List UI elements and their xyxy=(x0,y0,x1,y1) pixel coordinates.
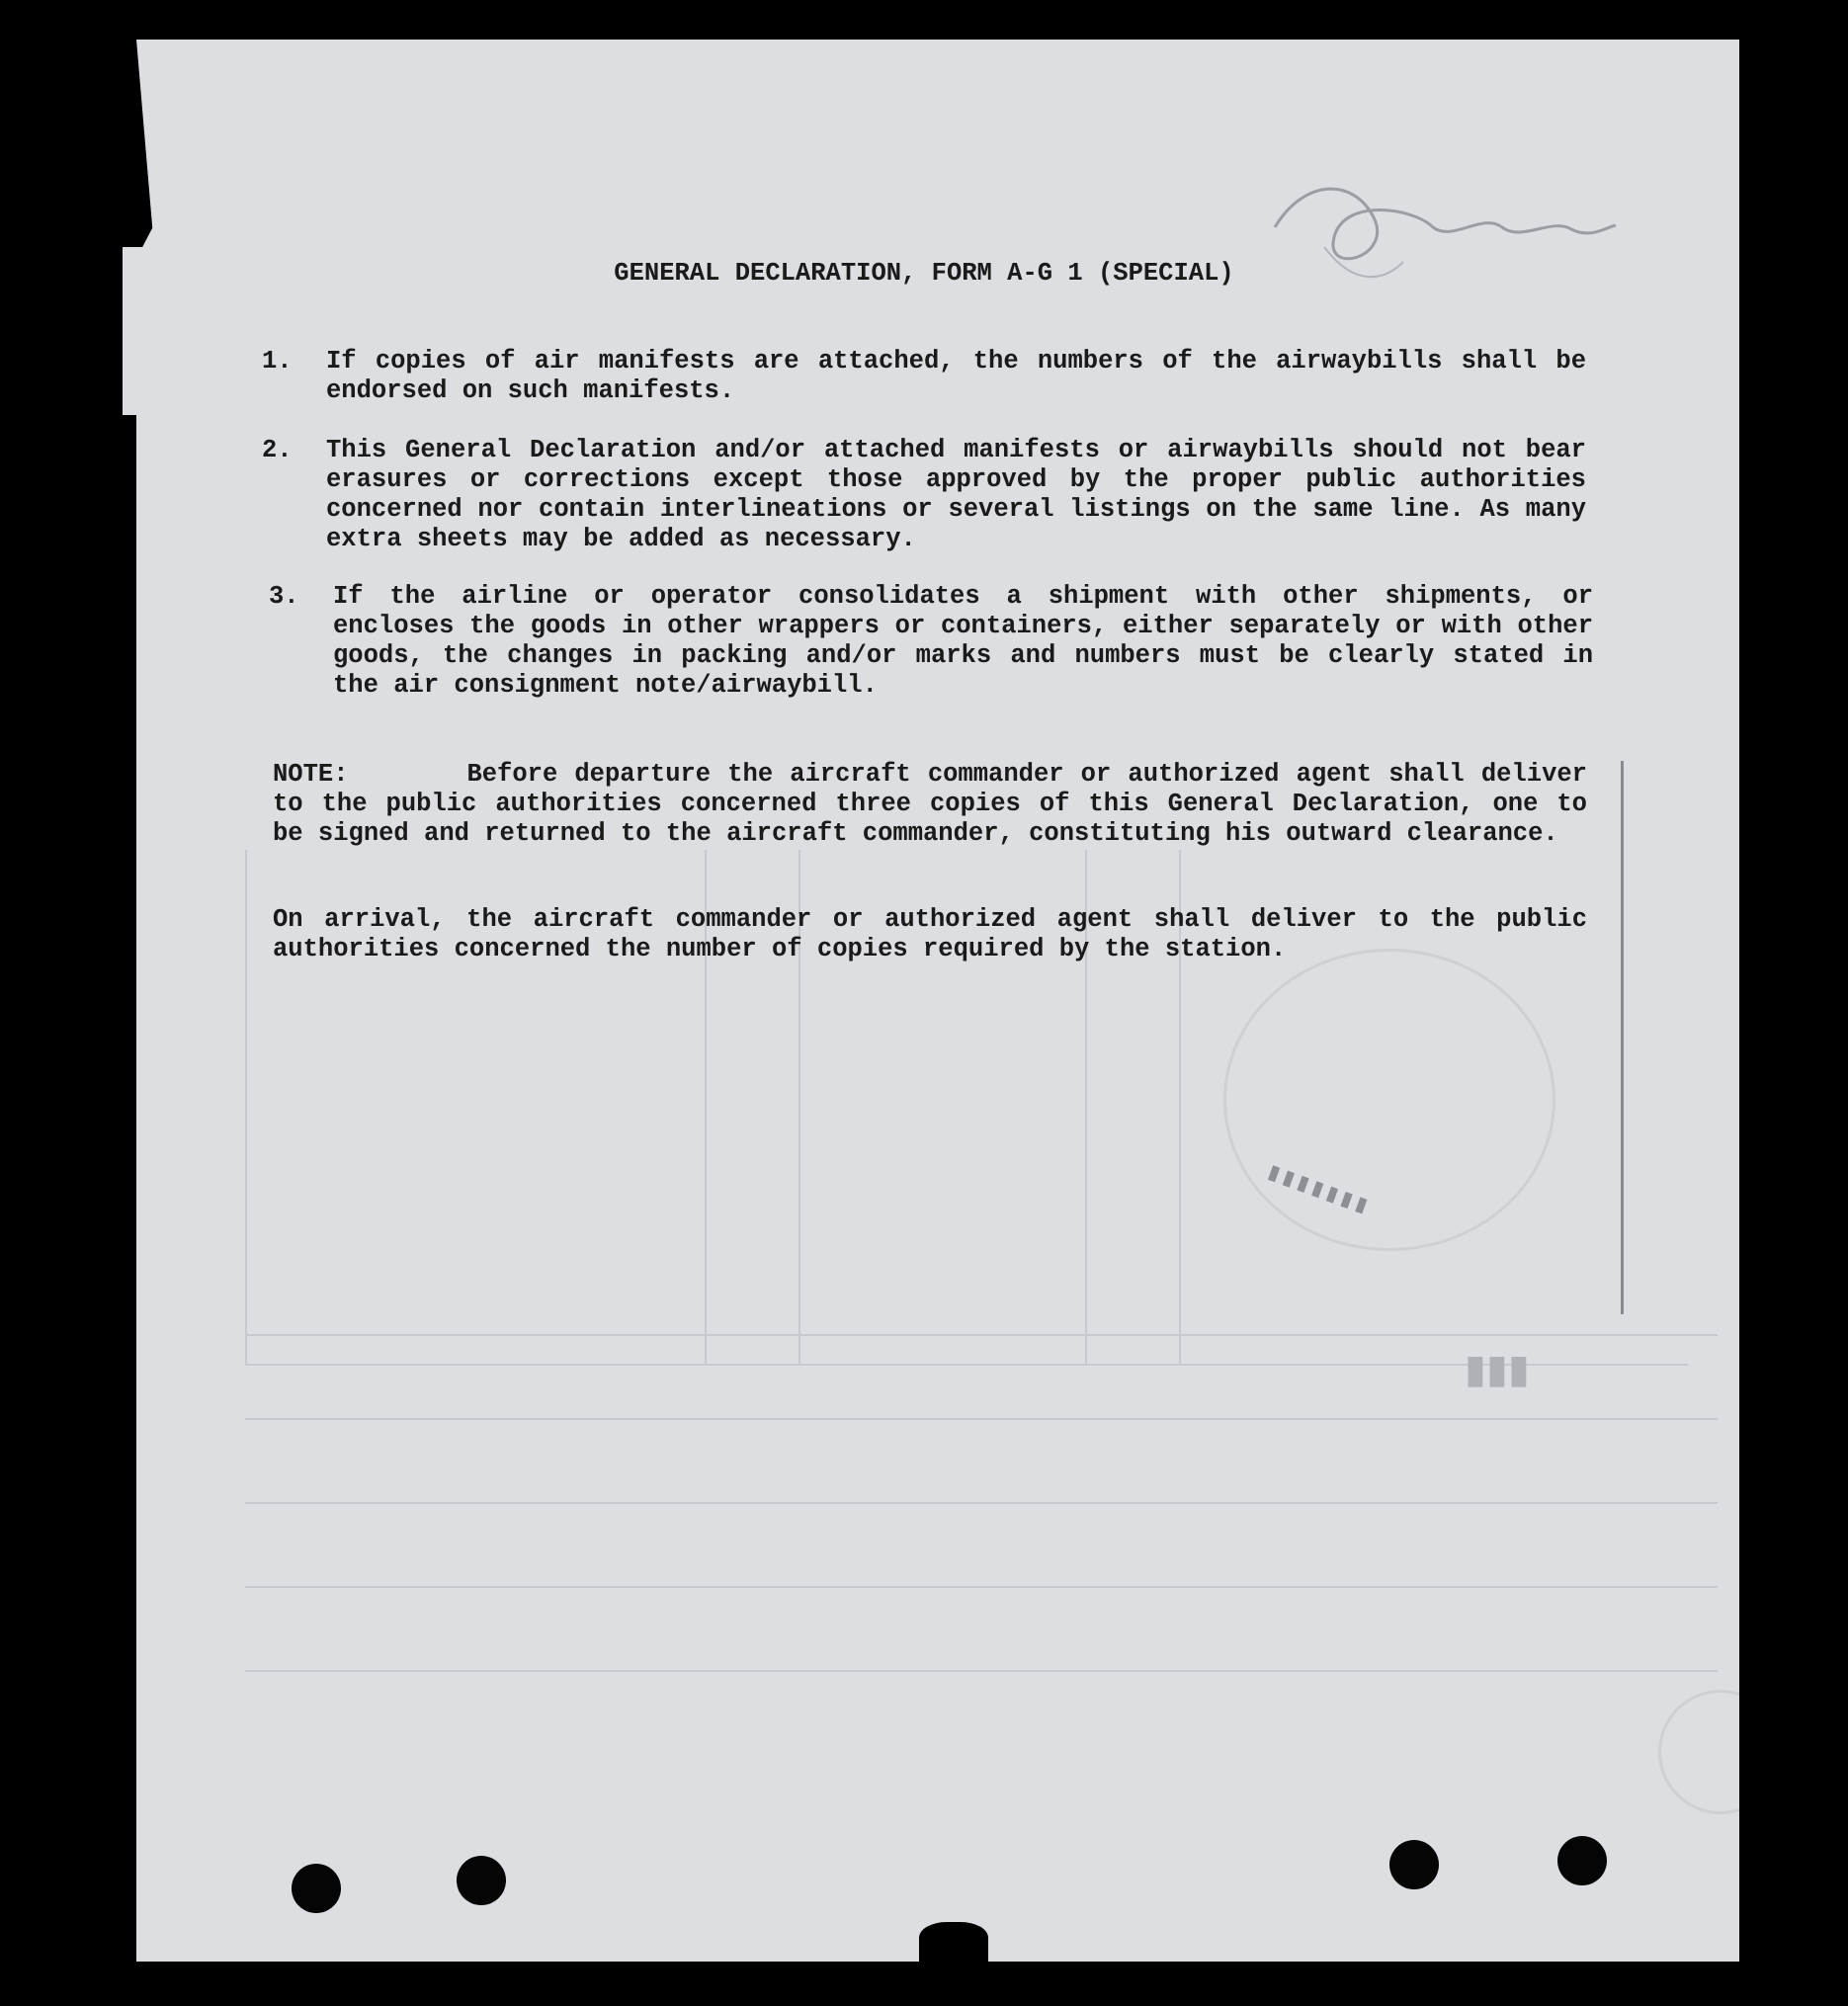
note-label: NOTE: xyxy=(273,760,349,789)
item-text: This General Declaration and/or attached manifests or airwaybills should not bear erasures or corrections except those approved by the proper public authorities concerned nor contain interlineations or several listings on the same line. As many extra sheets may be added as necessary. xyxy=(326,436,1586,553)
bleed-through-rule xyxy=(1621,761,1624,1314)
document-title: GENERAL DECLARATION, FORM A-G 1 (SPECIAL) xyxy=(614,259,1234,288)
bleed-through-seal xyxy=(1658,1690,1783,1814)
instruction-item xyxy=(262,347,1586,406)
instruction-item xyxy=(269,582,1593,701)
bleed-through-rule xyxy=(245,1586,1718,1588)
item-number: 3. xyxy=(269,582,299,611)
paper-tear xyxy=(919,1922,988,1962)
bleed-through-rule xyxy=(245,1670,1718,1672)
instruction-item xyxy=(262,436,1586,554)
item-text: If the airline or operator consolidates a shipment with other shipments, or encloses the goods in other wrappers or containers, either separately or with other goods, the changes in packing and/or marks and numbers must be clearly stated in the air consignment note/airwaybill. xyxy=(333,582,1593,700)
punch-hole xyxy=(1389,1840,1439,1889)
bleed-through-rule xyxy=(245,1418,1718,1420)
item-number: 1. xyxy=(262,347,293,376)
punch-hole xyxy=(1557,1836,1607,1885)
item-number: 2. xyxy=(262,436,293,464)
punch-hole xyxy=(292,1864,341,1913)
punch-hole xyxy=(457,1856,506,1905)
bleed-through-seal xyxy=(1223,949,1555,1251)
paper-sheet xyxy=(136,40,1739,1962)
arrival-paragraph: On arrival, the aircraft commander or authorized agent shall deliver to the public authorities concerned the number of copies required by the station. xyxy=(273,905,1587,963)
item-text: If copies of air manifests are attached, the numbers of the airwaybills shall be endorsed on such manifests. xyxy=(326,347,1586,405)
bleed-through-rule xyxy=(245,850,247,1364)
bleed-through-rule xyxy=(245,1334,1718,1336)
note-paragraph xyxy=(273,760,1587,849)
note-text: Before departure the aircraft commander or authorized agent shall deliver to the public authorities concerned three copies of this General Declaration, one to be signed and returned to the aircraft commander, constituting his outward clearance. xyxy=(273,760,1587,848)
bleed-through-rule xyxy=(245,1502,1718,1504)
bleed-through-stamp: ▮▮▮▮▮▮▮ xyxy=(1261,1158,1374,1223)
bleed-through-page-number: ▮▮▮ xyxy=(1465,1352,1531,1397)
